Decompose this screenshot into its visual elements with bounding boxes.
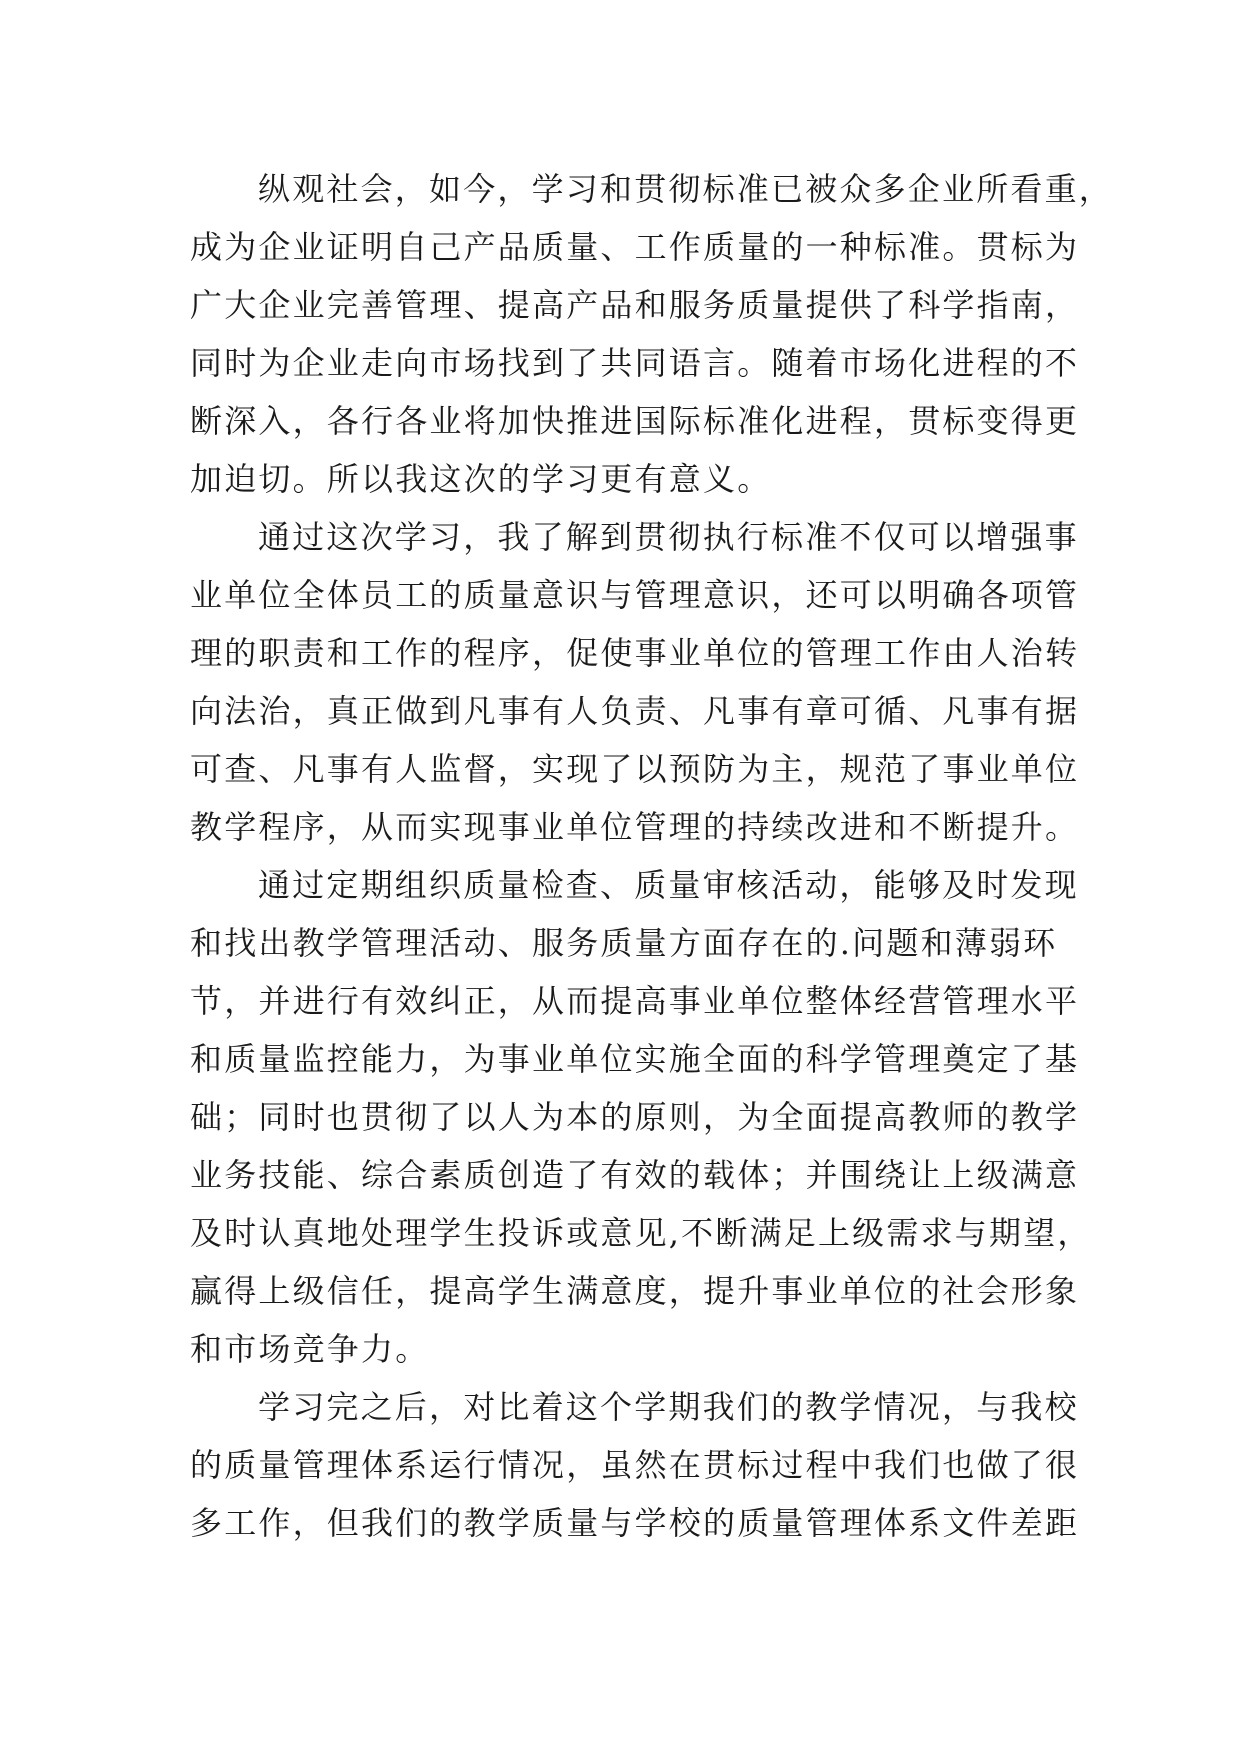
text-line: 纵观社会，如今，学习和贯彻标准已被众多企业所看重， bbox=[258, 170, 1114, 208]
text-line: 的质量管理体系运行情况，虽然在贯标过程中我们也做了很 bbox=[190, 1446, 1080, 1484]
text-line: 学习完之后，对比着这个学期我们的教学情况，与我校 bbox=[258, 1388, 1079, 1426]
text-line: 业务技能、综合素质创造了有效的载体；并围绕让上级满意 bbox=[190, 1156, 1080, 1194]
text-line: 础；同时也贯彻了以人为本的原则，为全面提高教师的教学 bbox=[190, 1098, 1080, 1136]
text-line: 理的职责和工作的程序，促使事业单位的管理工作由人治转 bbox=[190, 634, 1080, 672]
text-line: 通过定期组织质量检查、质量审核活动，能够及时发现 bbox=[258, 866, 1079, 904]
document-body bbox=[190, 160, 1114, 1552]
text-line: 加迫切。所以我这次的学习更有意义。 bbox=[190, 460, 772, 498]
text-line: 和市场竞争力。 bbox=[190, 1330, 430, 1368]
text-line: 可查、凡事有人监督，实现了以预防为主，规范了事业单位 bbox=[190, 750, 1080, 788]
text-line: 节，并进行有效纠正，从而提高事业单位整体经营管理水平 bbox=[190, 982, 1080, 1020]
text-line: 断深入，各行各业将加快推进国际标准化进程，贯标变得更 bbox=[190, 402, 1080, 440]
text-line: 广大企业完善管理、提高产品和服务质量提供了科学指南， bbox=[190, 286, 1080, 324]
text-line: 和质量监控能力，为事业单位实施全面的科学管理奠定了基 bbox=[190, 1040, 1080, 1078]
text-line: 成为企业证明自己产品质量、工作质量的一种标准。贯标为 bbox=[190, 228, 1080, 266]
text-line: 教学程序，从而实现事业单位管理的持续改进和不断提升。 bbox=[190, 808, 1080, 846]
text-line: 多工作，但我们的教学质量与学校的质量管理体系文件差距 bbox=[190, 1504, 1080, 1542]
text-line: 及时认真地处理学生投诉或意见,不断满足上级需求与期望， bbox=[190, 1214, 1092, 1252]
text-line: 赢得上级信任，提高学生满意度，提升事业单位的社会形象 bbox=[190, 1272, 1080, 1310]
text-line: 同时为企业走向市场找到了共同语言。随着市场化进程的不 bbox=[190, 344, 1080, 382]
text-line: 和找出教学管理活动、服务质量方面存在的.问题和薄弱环 bbox=[190, 924, 1058, 962]
text-line: 向法治，真正做到凡事有人负责、凡事有章可循、凡事有据 bbox=[190, 692, 1080, 730]
text-line: 通过这次学习，我了解到贯彻执行标准不仅可以增强事 bbox=[258, 518, 1079, 556]
text-line: 业单位全体员工的质量意识与管理意识，还可以明确各项管 bbox=[190, 576, 1080, 614]
